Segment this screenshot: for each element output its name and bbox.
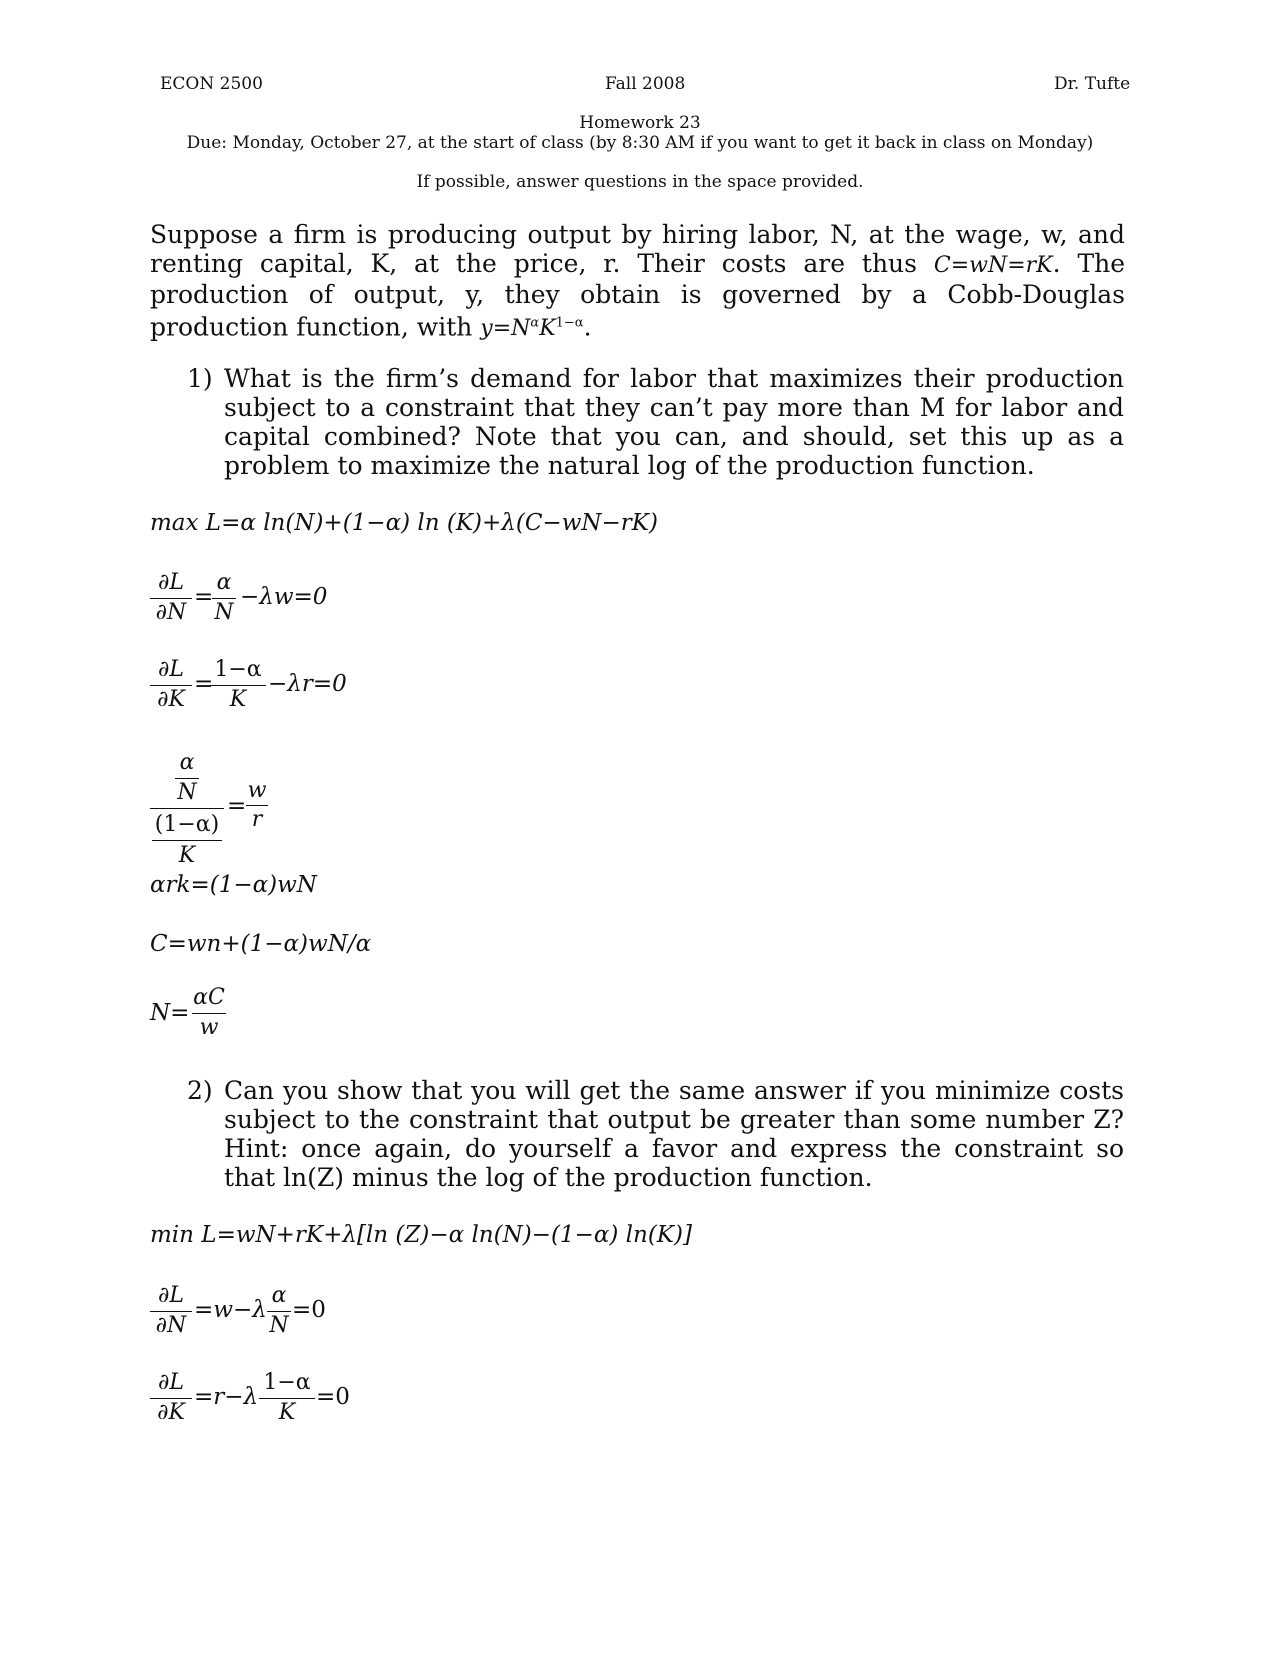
labor-demand-lhs	[150, 1000, 189, 1026]
foc-capital-num: ∂L	[158, 657, 184, 682]
production-exp-alpha: α	[530, 316, 540, 331]
foc-capital-tail	[268, 671, 347, 697]
question-1-text: What is the firm’s demand for labor that maximizes their production subject to a constraint that they can’t pay more than M for labor and capital combined? Note that you can, and should, set this up as a problem to maximize the natural log of the production function.	[224, 364, 1124, 480]
min-foc-labor-frac-bar	[267, 1311, 291, 1312]
ratio-main-bar	[150, 808, 224, 809]
intro-paragraph	[150, 220, 1125, 343]
course-code: ECON 2500	[160, 74, 263, 94]
question-2-text: Can you show that you will get the same answer if you minimize costs subject to the constraint that output be greater than some number Z? Hint: once again, do yourself a favor and express the constraint so that ln(Z) minus the log of the production function.	[224, 1076, 1124, 1192]
min-foc-labor-mid	[194, 1297, 267, 1323]
term: Fall 2008	[605, 74, 686, 94]
min-foc-capital-mid	[194, 1384, 258, 1410]
intro-text-1: Suppose a firm is producing output by hiring labor, N, at the wage, w, and renting capital, K, at the price, r. Their costs are thus	[150, 220, 1125, 278]
min-foc-labor-num: ∂L	[158, 1283, 184, 1308]
instructor: Dr. Tufte	[1054, 74, 1131, 94]
min-foc-labor-alpha: α	[271, 1283, 287, 1308]
production-exp: 1−α	[555, 316, 584, 331]
ratio-result-text: αrk=(1−α)wN	[150, 872, 317, 898]
labor-demand-bar	[192, 1013, 226, 1014]
cost-substitution-text: C=wn+(1−α)wN/α	[150, 931, 372, 957]
foc-labor-frac-bar	[212, 598, 236, 599]
due-date: Due: Monday, October 27, at the start of class (by 8:30 AM if you want to get it back in class on Monday)	[186, 133, 1094, 153]
min-foc-capital-frac-bar	[259, 1398, 315, 1399]
foc-labor-eq: =	[194, 584, 214, 610]
production-K: K	[539, 316, 556, 342]
foc-capital-bar	[150, 685, 192, 686]
cost-equation: C=wN=rK	[933, 253, 1053, 278]
max-lagrangian	[150, 510, 658, 536]
ratio-N: N	[177, 780, 197, 805]
min-foc-labor-N: N	[269, 1313, 289, 1338]
ratio-alpha: α	[179, 750, 195, 775]
foc-capital-1ma: 1−α	[214, 657, 262, 682]
foc-labor-alpha: α	[216, 570, 232, 595]
foc-labor-N: N	[214, 600, 234, 625]
ratio-wr-bar	[246, 805, 268, 806]
max-lagrangian-text: max L=α ln(N)+(1−α) ln (K)+λ(C−wN−rK)	[150, 510, 658, 536]
labor-demand-num: αC	[193, 985, 225, 1010]
production-base: y=N	[480, 316, 531, 342]
foc-capital-eq: =	[194, 671, 214, 697]
foc-capital-den: ∂K	[157, 687, 185, 712]
min-lagrangian-text: min L=wN+rK+λ[ln (Z)−α ln(N)−(1−α) ln(K)]	[150, 1222, 692, 1248]
intro-text-2: . The production of output, y, they obtain is governed by a Cobb-Douglas production function, with	[150, 249, 1126, 342]
foc-labor-tail-text: −λw=0	[240, 584, 328, 610]
cost-substitution	[150, 931, 371, 957]
labor-demand-den: w	[199, 1015, 219, 1040]
foc-capital-frac-bar	[210, 685, 266, 686]
question-2-number: 2)	[187, 1076, 213, 1105]
homework-title: Homework 23	[579, 113, 701, 133]
ratio-r: r	[251, 807, 263, 832]
min-foc-capital-den: ∂K	[157, 1400, 185, 1425]
min-foc-labor-bar	[150, 1311, 192, 1312]
min-foc-labor-den: ∂N	[155, 1313, 187, 1338]
foc-labor-den: ∂N	[155, 600, 187, 625]
ratio-equals: =	[227, 793, 247, 819]
min-foc-labor-tail: =0	[292, 1297, 326, 1323]
foc-labor-num: ∂L	[158, 570, 184, 595]
ratio-inner-bar-bottom	[152, 840, 222, 841]
production-function	[480, 316, 583, 341]
foc-capital-tail-text: −λr=0	[268, 671, 347, 697]
min-foc-capital-K: K	[278, 1400, 296, 1425]
min-lagrangian	[150, 1222, 692, 1248]
ratio-w: w	[247, 778, 267, 803]
intro-period: .	[583, 312, 592, 342]
ratio-1ma: (1−α)	[154, 812, 220, 837]
min-foc-capital-num: ∂L	[158, 1370, 184, 1395]
min-foc-capital-tail: =0	[316, 1384, 350, 1410]
foc-labor-bar	[150, 598, 192, 599]
min-foc-capital-mid-text: =r−λ	[194, 1384, 259, 1410]
instruction-line: If possible, answer questions in the space provided.	[416, 172, 864, 192]
min-foc-capital-bar	[150, 1398, 192, 1399]
foc-capital-K: K	[229, 687, 247, 712]
question-1-number: 1)	[187, 364, 213, 393]
ratio-result	[150, 872, 317, 898]
min-foc-capital-1ma: 1−α	[263, 1370, 311, 1395]
labor-demand-lhs-text: N=	[150, 1000, 190, 1026]
ratio-K: K	[178, 843, 196, 868]
min-foc-labor-mid-text: =w−λ	[194, 1297, 267, 1323]
ratio-inner-bar-top	[175, 778, 199, 779]
foc-labor-tail	[240, 584, 327, 610]
